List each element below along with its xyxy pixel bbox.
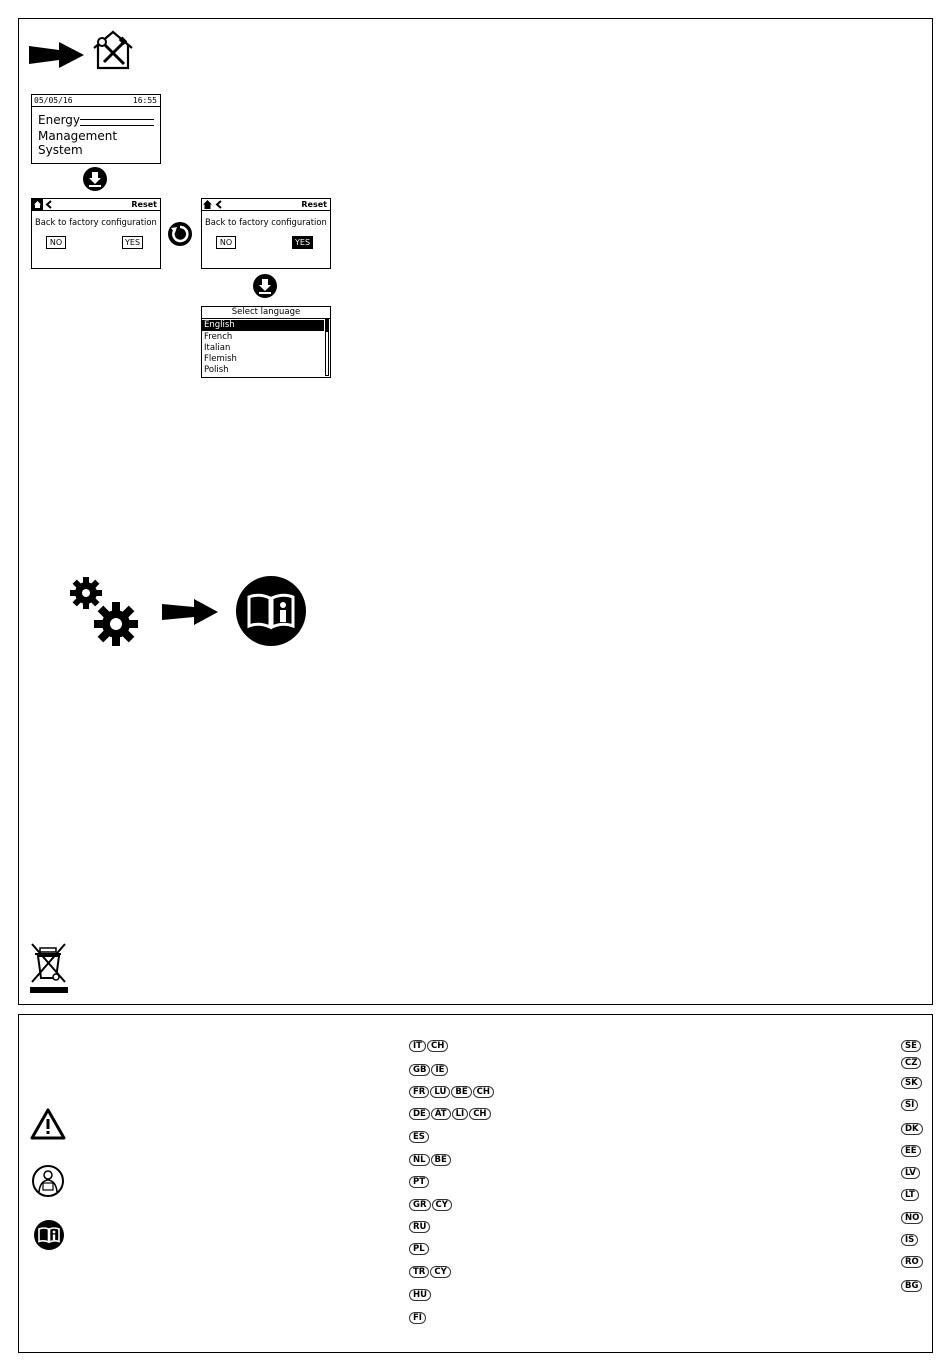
country-badge: BE (431, 1154, 451, 1166)
country-badge: CH (469, 1108, 490, 1120)
country-row (409, 1312, 426, 1324)
country-row (409, 1064, 448, 1076)
language-option[interactable]: French (204, 332, 233, 342)
manual-info-icon (33, 1219, 65, 1251)
arrow-right-icon (29, 42, 84, 68)
title-underline (80, 119, 154, 126)
country-badge: BG (901, 1280, 922, 1292)
country-badge: SK (901, 1077, 922, 1089)
manual-info-icon (235, 575, 307, 647)
country-badge: ES (409, 1131, 429, 1143)
crossed-bin-icon (29, 940, 69, 994)
country-badge: PT (409, 1176, 429, 1188)
country-badge: CZ (901, 1057, 921, 1069)
house-tools-icon (90, 28, 136, 72)
country-badge: LT (901, 1189, 919, 1201)
reset-title-1: Reset (131, 200, 157, 209)
installer-icon (31, 1164, 65, 1198)
arrow-right-icon (162, 599, 218, 625)
restart-icon (168, 222, 192, 246)
country-row (409, 1154, 451, 1166)
reset-screen-1 (31, 198, 161, 269)
country-badge: PL (409, 1243, 429, 1255)
country-badge: SE (901, 1040, 921, 1052)
country-badge: TR (409, 1266, 429, 1278)
country-badge: IS (901, 1234, 918, 1246)
country-row (409, 1131, 429, 1143)
country-badge: NL (409, 1154, 430, 1166)
country-row (409, 1040, 448, 1052)
country-badge: SI (901, 1099, 918, 1111)
time-text: 16:55 (132, 96, 157, 105)
country-row (409, 1199, 452, 1211)
country-row (409, 1086, 494, 1098)
bottom-panel (18, 1014, 933, 1353)
country-badge: EE (901, 1145, 921, 1157)
country-badge: CY (430, 1266, 450, 1278)
country-badge: FI (409, 1312, 426, 1324)
top-panel (18, 18, 933, 1005)
no-button-1[interactable]: NO (46, 236, 66, 249)
home-icon[interactable] (32, 199, 43, 210)
language-option[interactable]: English (202, 320, 324, 331)
country-badge: GB (409, 1064, 430, 1076)
country-row (409, 1176, 429, 1188)
back-icon[interactable] (215, 200, 223, 209)
language-option[interactable]: Italian (204, 343, 231, 353)
reset-screen-2 (201, 198, 331, 269)
back-icon[interactable] (45, 200, 53, 209)
country-badge: GR (409, 1199, 431, 1211)
country-badge: LU (430, 1086, 450, 1098)
warning-icon (30, 1107, 66, 1141)
reset-header-1 (32, 199, 160, 211)
country-badge: NO (901, 1212, 923, 1224)
country-badge: LI (452, 1108, 469, 1120)
country-badge: RU (409, 1221, 430, 1233)
energy-label: Energy (38, 113, 81, 127)
yes-button-2-selected[interactable]: YES (292, 236, 313, 249)
country-badge: IT (409, 1040, 426, 1052)
country-row (409, 1289, 431, 1301)
arrow-down-circle-icon (253, 274, 277, 298)
scrollbar-thumb[interactable] (326, 320, 328, 332)
country-badge: CH (473, 1086, 494, 1098)
country-badge: BE (451, 1086, 471, 1098)
country-badge: FR (409, 1086, 429, 1098)
scrollbar[interactable] (325, 319, 329, 376)
language-option[interactable]: Flemish (204, 354, 237, 364)
gears-icon (66, 574, 142, 648)
language-title: Select language (202, 307, 330, 319)
country-badge: RO (901, 1256, 923, 1268)
country-badge: LV (901, 1167, 920, 1179)
yes-button-1[interactable]: YES (122, 236, 143, 249)
home-screen (31, 94, 161, 164)
country-badge: AT (431, 1108, 451, 1120)
home-status-bar (32, 95, 160, 107)
management-system-label: Management System (38, 129, 118, 157)
date-text: 05/05/16 (34, 96, 73, 105)
country-badge: DK (901, 1123, 923, 1135)
language-option[interactable]: Polish (204, 365, 229, 375)
reset-title-2: Reset (301, 200, 327, 209)
reset-header-2 (202, 199, 330, 211)
country-badge: IE (431, 1064, 448, 1076)
country-badge: HU (409, 1289, 431, 1301)
language-screen (201, 306, 331, 378)
arrow-down-circle-icon (83, 167, 107, 191)
question-text-2: Back to factory configuration (205, 217, 327, 227)
country-badge: CY (432, 1199, 452, 1211)
question-text-1: Back to factory configuration (35, 217, 157, 227)
country-badge: CH (427, 1040, 448, 1052)
country-row (409, 1243, 429, 1255)
country-row (409, 1266, 451, 1278)
country-row (409, 1221, 430, 1233)
country-row (409, 1108, 491, 1120)
no-button-2[interactable]: NO (216, 236, 236, 249)
country-badge: DE (409, 1108, 430, 1120)
home-icon[interactable] (202, 199, 213, 210)
